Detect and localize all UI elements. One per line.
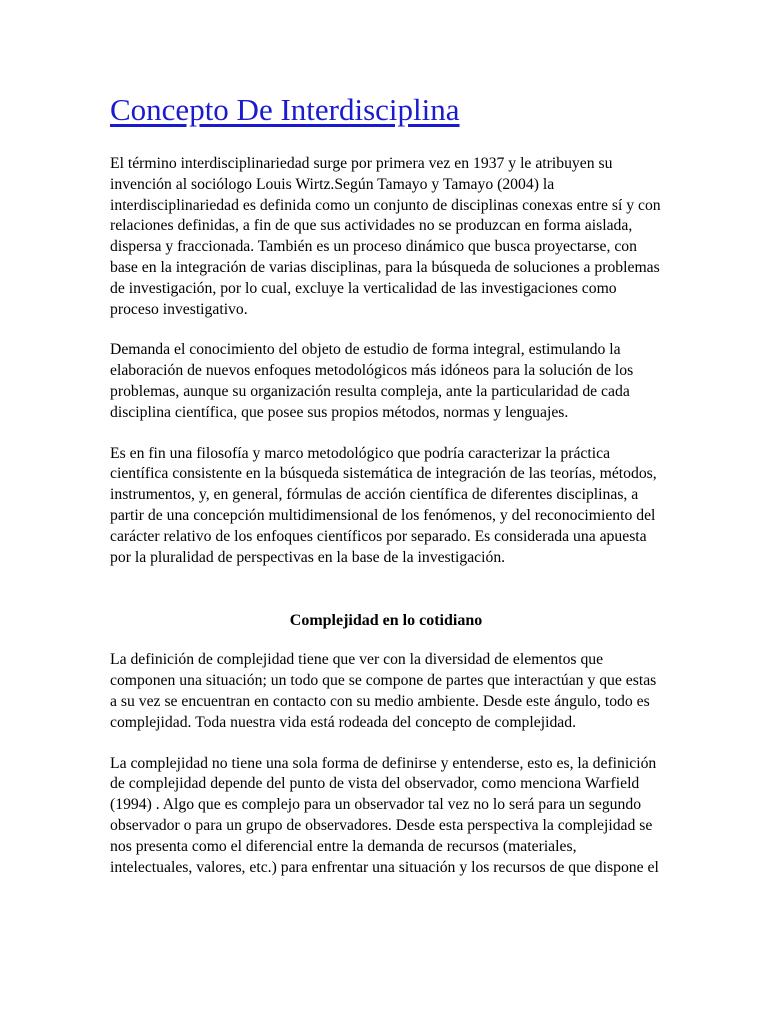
paragraph-complejidad-observador: La complejidad no tiene una sola forma de definirse y entenderse, esto es, la definición de complejidad depende del punto de vista del observador, como menciona Warfield (1994) . Algo que es complejo para un observador tal vez no lo será para un segundo observador o para un grupo de observadores. Desde esta perspectiva la complejidad se nos presenta como el diferencial entre la demanda de recursos (materiales, intelectuales, valores, etc.) para enfrentar una situación y los recursos de que dispone el bbox=[110, 754, 659, 876]
section-heading: Complejidad en lo cotidiano bbox=[289, 612, 483, 630]
paragraph-complejidad-definicion: La definición de complejidad tiene que ver con la diversidad de elementos que componen una situación; un todo que se compone de partes que interactúan y que estas a su vez se encuentran en contacto con su medio ambiente. Desde este ángulo, todo es complejidad. Toda nuestra vida está rodeada del concepto de complejidad. bbox=[110, 651, 657, 731]
document-page bbox=[110, 88, 662, 898]
paragraph-demanda: Demanda el conocimiento del objeto de estudio de forma integral, estimulando la elaboración de nuevos enfoques metodológicos más idóneos para la solución de los problemas, aunque su organización resulta compleja, ante la particularidad de cada disciplina científica, que posee sus propios métodos, normas y lenguajes. bbox=[110, 341, 634, 421]
paragraph-intro: El término interdisciplinariedad surge por primera vez en 1937 y le atribuyen su invención al sociólogo Louis Wirtz.Según Tamayo y Tamayo (2004) la interdisciplinariedad es definida como un conjunto de disciplinas conexas entre sí y con relaciones definidas, a fin de que sus actividades no se produzcan en forma aislada, dispersa y fraccionada. También es un proceso dinámico que busca proyectarse, con base en la integración de varias disciplinas, para la búsqueda de soluciones a problemas de investigación, por lo cual, excluye la verticalidad de las investigaciones como proceso investigativo. bbox=[110, 155, 661, 318]
paragraph-filosofia: Es en fin una filosofía y marco metodológico que podría caracterizar la práctica científica consistente en la búsqueda sistemática de integración de las teorías, métodos, instrumentos, y, en general, fórmulas de acción científica de diferentes disciplinas, a partir de una concepción multidimensional de los fenómenos, y del reconocimiento del carácter relativo de los enfoques científicos por separado. Es considerada una apuesta por la pluralidad de perspectivas en la base de la investigación. bbox=[110, 444, 657, 566]
document-title[interactable]: Concepto De Interdisciplina bbox=[110, 92, 460, 127]
